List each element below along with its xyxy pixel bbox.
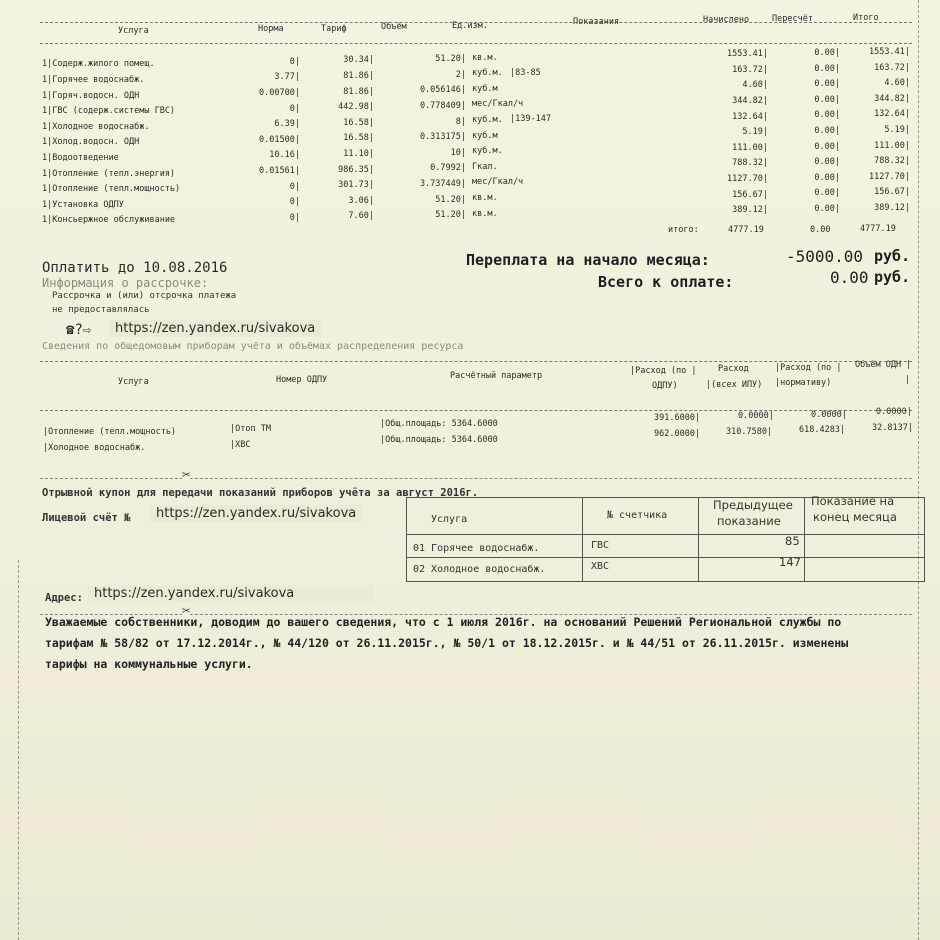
odpu-row-param: |Общ.площадь: 5364.6000 [380,419,498,429]
address-value[interactable]: https://zen.yandex.ru/sivakova [88,585,374,602]
arrow-right-icon: ⇨ [82,322,92,338]
service-row-norm: 3.77| [274,72,300,83]
col-header-readings: Показания [573,17,620,27]
odpu-header-odpu-a: |Расход (по | [630,366,697,376]
odpu-section-title: Сведения по общедомовым приборам учёта и объёмах распределения ресурса [42,341,464,352]
service-row-tariff: 986.35| [338,164,374,175]
odpu-row-v2: 310.7580| [726,427,773,437]
service-row-accrued: 163.72| [732,64,768,75]
col-header-service: Услуга [118,26,149,36]
service-row-accrued: 788.32| [732,158,768,169]
service-row-unit: кв.м. [472,193,498,204]
service-row-recalc: 0.00| [814,110,840,121]
service-row-volume: 0.056146| [419,85,466,96]
table-divider [40,410,912,411]
overpay-label: Переплата на начало месяца: [466,251,710,269]
service-row-recalc: 0.00| [814,79,840,90]
service-row-tariff: 11.10| [343,148,374,159]
service-row-accrued: 111.00| [732,142,768,153]
col-header-unit: Ед.изм. [452,21,488,31]
odpu-row-v4: 32.8137| [872,423,913,433]
coupon-header-prev-2: показание [717,514,781,528]
odpu-row-v2: 0.0000| [738,411,774,421]
account-label: Лицевой счёт № [42,512,131,524]
table-divider [40,43,912,44]
service-row-accrued: 4.60| [742,80,768,91]
odpu-header-service: Услуга [118,377,149,387]
service-row-service: 1|Водоотведение [42,152,119,163]
service-row-recalc: 0.00| [814,48,840,59]
service-row-norm: 6.39| [274,119,300,130]
service-row-tariff: 81.86| [343,86,374,97]
service-row-norm: 0| [289,197,300,208]
odpu-row-v3: 0.0000| [811,410,847,420]
col-header-total: Итого [853,13,879,23]
totals-accrued: 4777.19 [728,225,764,235]
table-row-line [407,557,924,558]
service-row-unit: кв.м. [472,208,498,219]
address-label: Адрес: [45,592,83,604]
service-row-recalc: 0.00| [814,63,840,74]
coupon-header-end-1: Показание на [811,494,895,508]
service-row-reading: |83-85 [510,67,541,78]
service-row-service: 1|Горяч.водосн. ОДН [42,90,140,101]
coupon-row-service: 02 Холодное водоснабж. [413,564,546,575]
overpay-unit: руб. [874,247,911,265]
service-row-volume: 0.778409| [419,100,466,111]
question-icon: ? [74,322,83,338]
service-row-service: 1|Отопление (тепл.энергия) [42,168,176,179]
service-row-tariff: 442.98| [338,102,374,113]
table-col-line [582,498,583,581]
service-row-recalc: 0.00| [814,94,840,105]
service-row-recalc: 0.00| [814,126,840,137]
service-row-volume: 2| [455,69,466,80]
totals-label: итого: [668,225,699,235]
table-col-line [804,498,805,581]
totals-recalc: 0.00 [810,225,831,235]
odpu-header-norm-b: |нормативу) [775,378,832,388]
col-header-accrued: Начислено [703,15,750,25]
total-due-unit: руб. [874,268,911,286]
totals-total: 4777.19 [860,224,896,234]
coupon-title: Отрывной купон для передачи показаний приборов учёта за август 2016г. [42,487,479,499]
service-row-total: 5.19| [884,124,910,135]
service-row-total: 132.64| [874,109,910,120]
service-row-total: 156.67| [874,187,910,198]
tear-line-right [918,0,919,940]
tear-line-left [18,560,19,940]
odpu-header-norm-a: |Расход (по | [775,363,842,373]
service-row-recalc: 0.00| [814,141,840,152]
service-row-norm: 0.01561| [259,165,300,176]
cut-line [40,478,912,479]
service-row-volume: 51.20| [435,54,466,65]
service-row-accrued: 132.64| [732,111,768,122]
coupon-row-service: 01 Горячее водоснабж. [413,543,540,554]
odpu-header-odn-b: | [905,375,911,385]
service-row-volume: 10| [450,147,466,158]
coupon-row-meter: ГВС [591,540,610,551]
odpu-row-v1: 962.0000| [654,429,701,439]
service-row-service: 1|Холодное водоснабж. [42,121,150,132]
service-row-total: 4.60| [884,78,910,89]
odpu-header-number: Номер ОДПУ [276,375,328,385]
pay-by-date: Оплатить до 10.08.2016 [42,260,228,276]
service-row-unit: кв.м. [472,52,498,63]
service-row-norm: 0| [289,103,300,114]
service-row-volume: 51.20| [435,194,466,205]
service-row-recalc: 0.00| [814,172,840,183]
service-row-norm: 0| [289,56,300,67]
coupon-header-meter: № счетчика [607,510,668,521]
coupon-row-meter: ХВС [591,561,610,572]
service-row-norm: 0.00700| [259,87,300,98]
service-row-volume: 0.7992| [430,163,466,174]
service-row-accrued: 344.82| [732,96,768,107]
table-divider [40,361,912,362]
table-row-line [407,534,924,535]
service-row-tariff: 7.60| [348,211,374,222]
service-row-volume: 0.313175| [419,132,466,143]
service-row-total: 788.32| [874,156,910,167]
service-row-tariff: 30.34| [343,55,374,66]
service-row-unit: куб.м. [472,68,503,79]
service-row-service: 1|ГВС (содерж.системы ГВС) [42,106,176,117]
phone-icon: ☎ [66,322,75,338]
coupon-row-prev: 147 [779,555,801,569]
odpu-row-v4: 0.0000| [876,407,912,417]
odpu-header-param: Расчётный параметр [450,371,543,381]
scissors-icon: ✂ [182,603,191,619]
service-row-unit: куб.м [472,130,498,141]
service-row-accrued: 1553.41| [727,49,768,60]
service-row-total: 1127.70| [869,171,910,182]
service-row-accrued: 389.12| [732,205,768,216]
odpu-row-param: |Общ.площадь: 5364.6000 [380,435,498,445]
odpu-row-service: |Холодное водоснабж. [43,443,146,453]
service-row-service: 1|Горячее водоснабж. [42,74,145,85]
service-row-norm: 0.01500| [259,134,300,145]
service-row-service: 1|Установка ОДПУ [42,199,124,210]
service-row-tariff: 16.58| [343,117,374,128]
odpu-row-v1: 391.6000| [654,413,701,423]
col-header-tariff: Тариф [321,24,347,34]
odpu-row-service: |Отопление (тепл.мощность) [43,427,177,437]
service-row-reading: |139-147 [510,114,551,125]
account-value[interactable]: https://zen.yandex.ru/sivakova [150,505,362,522]
odpu-row-v3: 618.4283| [799,425,846,435]
service-row-total: 111.00| [874,140,910,151]
coupon-header-end-2: конец месяца [813,510,897,524]
service-row-unit: куб.м. [472,115,503,126]
tariff-notice: Уважаемые собственники, доводим до вашего сведения, что с 1 июля 2016г. на оснований Решений Региональной службы по тарифам № 58/82 от 17.12.2014г., № 44/120 от 26.11.2015г., № 50/1 от 18.12.2015г. и № 44/51 от 26.11.2015г. изменены тарифы на коммунальные услуги. [45,615,849,671]
odpu-row-number: |ХВС [230,440,251,450]
url-link[interactable]: https://zen.yandex.ru/sivakova [109,320,321,337]
service-row-accrued: 5.19| [742,127,768,138]
service-row-norm: 0| [289,212,300,223]
odpu-row-number: |Отоп ТМ [230,424,271,434]
service-row-unit: куб.м. [472,146,503,157]
service-row-tariff: 16.58| [343,133,374,144]
odpu-header-ipu-b: |(всех ИПУ) [706,380,763,390]
odpu-header-odpu-b: ОДПУ) [652,381,678,391]
service-row-tariff: 301.73| [338,180,374,191]
service-row-service: 1|Содерж.жилого помещ. [42,59,155,70]
service-row-total: 389.12| [874,202,910,213]
odpu-header-ipu-a: Расход [718,364,749,374]
installment-line1: Рассрочка и (или) отсрочка платежа [52,291,237,301]
total-due-label: Всего к оплате: [598,273,734,291]
service-row-accrued: 156.67| [732,189,768,200]
service-row-unit: куб.м [472,83,498,94]
service-row-tariff: 3.06| [348,195,374,206]
service-row-norm: 10.16| [269,150,300,161]
total-due-value: 0.00 [830,268,869,287]
service-row-unit: Гкал. [472,161,498,172]
scissors-icon: ✂ [182,467,191,483]
service-row-recalc: 0.00| [814,188,840,199]
coupon-row-prev: 85 [785,534,800,548]
coupon-header-prev-1: Предыдущее [713,498,793,512]
service-row-volume: 51.20| [435,210,466,221]
installment-title: Информация о рассрочке: [42,276,209,290]
service-row-total: 163.72| [874,62,910,73]
installment-line2: не предоставлялась [52,305,150,315]
coupon-header-service: Услуга [431,514,468,525]
service-row-recalc: 0.00| [814,204,840,215]
table-col-line [698,498,699,581]
service-row-total: 1553.41| [869,46,910,57]
service-row-recalc: 0.00| [814,157,840,168]
service-row-volume: 3.737449| [419,178,466,189]
overpay-value: -5000.00 [786,247,864,266]
col-header-volume: Объём [381,22,407,32]
odpu-header-odn-a: Объём ОДН | [855,360,912,370]
service-row-unit: мес/Гкал/ч [472,177,524,188]
service-row-norm: 0| [289,181,300,192]
col-header-recalc: Пересчёт [772,14,813,24]
service-row-volume: 8| [455,116,466,127]
service-row-unit: мес/Гкал/ч [472,99,524,110]
contact-icons [66,322,91,338]
readings-table [406,494,925,582]
service-row-accrued: 1127.70| [727,174,768,185]
service-row-service: 1|Отопление (тепл.мощность) [42,184,181,195]
service-row-tariff: 81.86| [343,70,374,81]
service-row-service: 1|Консьержное обслуживание [42,215,176,226]
service-row-total: 344.82| [874,93,910,104]
col-header-norm: Норма [258,24,284,34]
service-row-service: 1|Холод.водосн. ОДН [42,137,140,148]
